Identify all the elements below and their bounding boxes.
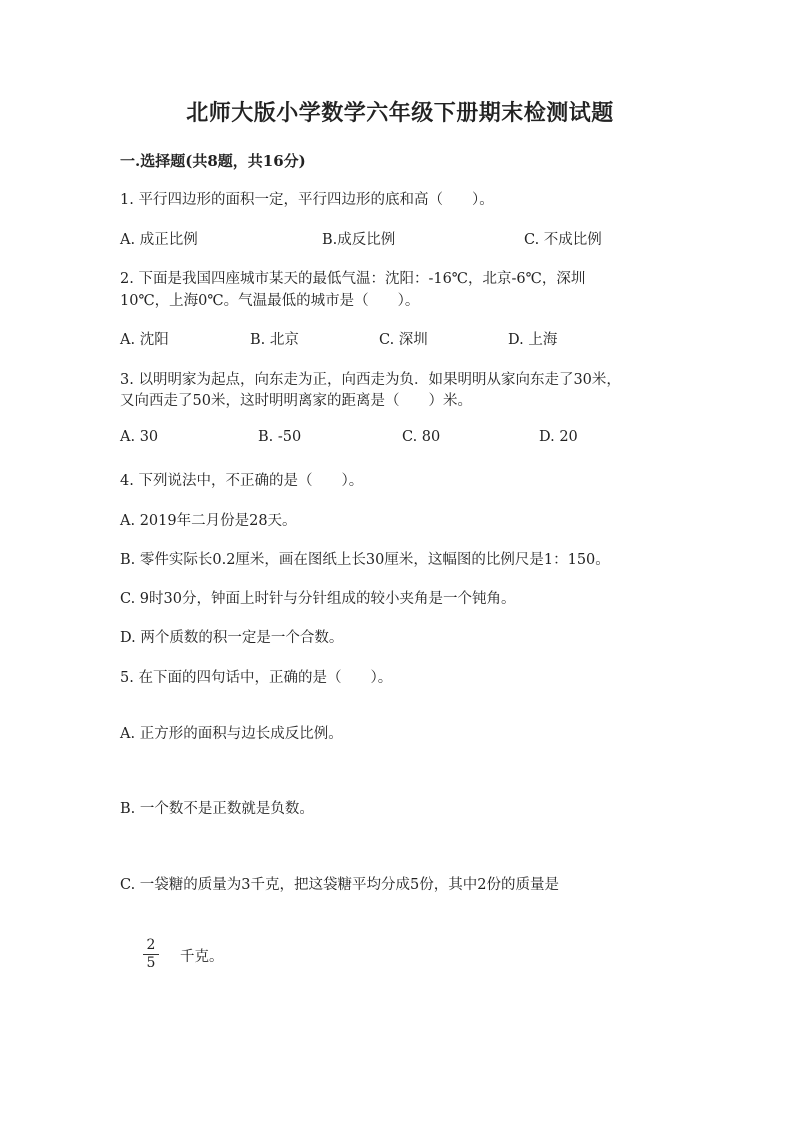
question-2-option-c: C. 深圳 [379,332,428,348]
question-5-option-c: C. 一袋糖的质量为3千克，把这袋糖平均分成5份，其中2份的质量是 [120,877,559,893]
question-4-option-a: A. 2019年二月份是28天。 [120,513,297,529]
question-4-option-d: D. 两个质数的积一定是一个合数。 [120,630,344,646]
question-3-stem-line-2: 又向西走了50米，这时明明离家的距离是（ ）米。 [120,393,472,409]
question-4-option-b: B. 零件实际长0.2厘米，画在图纸上长30厘米，这幅图的比例尺是1：150。 [120,552,610,568]
question-1-option-b: B.成反比例 [322,232,396,248]
fraction-numerator: 2 [146,937,156,953]
question-3-option-c: C. 80 [402,429,441,445]
section-heading: 一.选择题(共8题，共16分) [120,152,306,170]
question-3-option-a: A. 30 [120,429,159,445]
question-2-option-a: A. 沈阳 [120,332,169,348]
question-5-option-a: A. 正方形的面积与边长成反比例。 [120,726,343,742]
question-3-stem-line-1: 3. 以明明家为起点，向东走为正，向西走为负．如果明明从家向东走了30米， [120,372,621,388]
question-4-option-c: C. 9时30分，钟面上时针与分针组成的较小夹角是一个钝角。 [120,591,516,607]
question-5-stem: 5. 在下面的四句话中，正确的是（ ）。 [120,670,393,686]
question-2-option-d: D. 上海 [508,332,558,348]
fraction-unit-text: 千克。 [180,949,224,965]
question-3-option-b: B. -50 [258,429,302,445]
page-title: 北师大版小学数学六年级下册期末检测试题 [186,100,614,126]
question-1-option-a: A. 成正比例 [120,232,198,248]
question-2-stem-line-2: 10℃，上海0℃。气温最低的城市是（ ）。 [120,293,420,309]
question-2-option-b: B. 北京 [250,332,299,348]
fraction-two-fifths [143,938,159,971]
fraction-denominator: 5 [146,955,156,971]
question-1-option-c: C. 不成比例 [524,232,602,248]
question-1-stem: 1. 平行四边形的面积一定，平行四边形的底和高（ ）。 [120,192,494,208]
question-4-stem: 4. 下列说法中，不正确的是（ ）。 [120,473,364,489]
question-2-stem-line-1: 2. 下面是我国四座城市某天的最低气温：沈阳：-16℃，北京-6℃，深圳 [120,271,586,287]
question-5-option-b: B. 一个数不是正数就是负数。 [120,801,314,817]
question-3-option-d: D. 20 [539,429,578,445]
